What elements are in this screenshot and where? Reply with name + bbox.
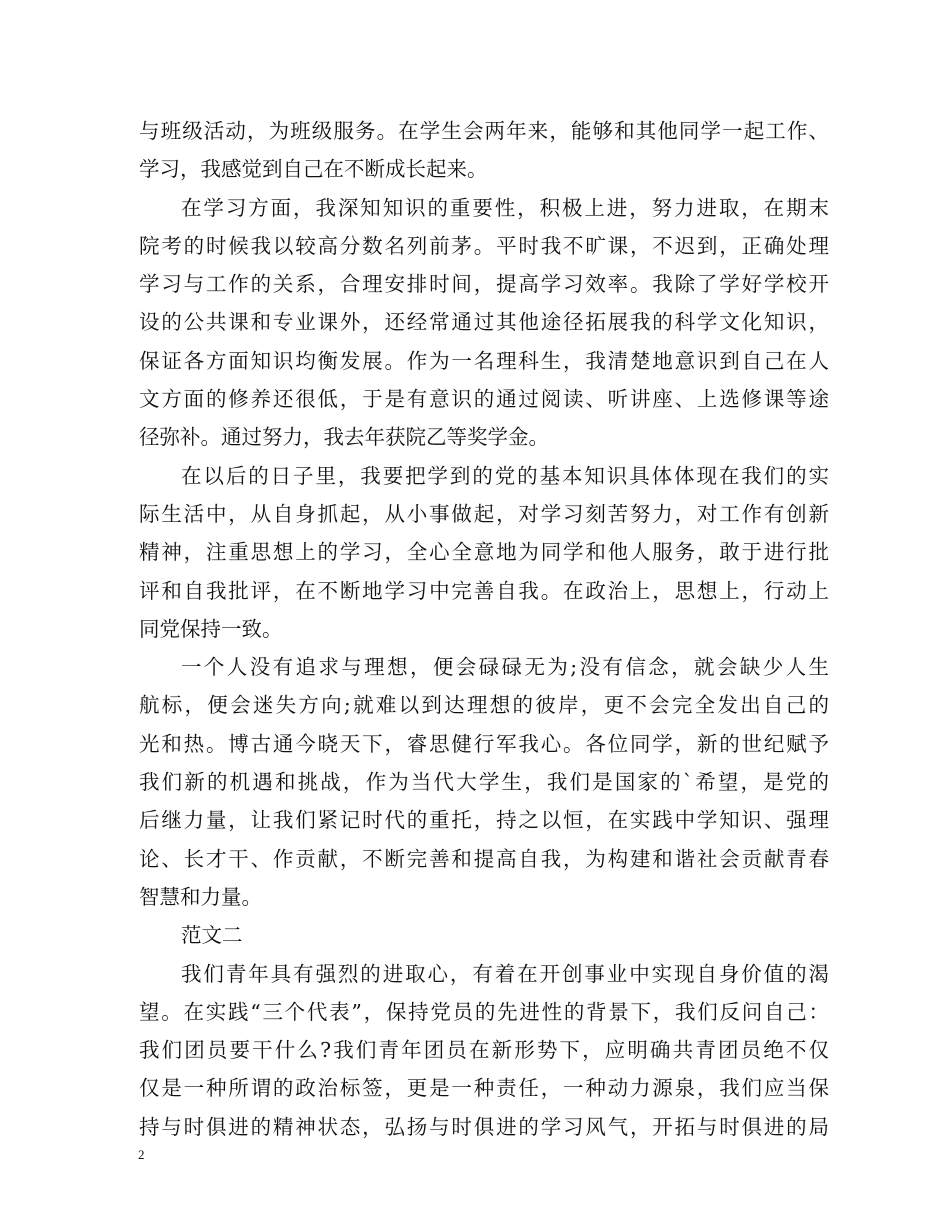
text-line: 同党保持一致。 [139, 616, 283, 641]
text-line: 学习，我感觉到自己在不断成长起来。 [139, 157, 488, 182]
text-line: 际生活中，从自身抓起，从小事做起，对学习刻苦努力，对工作有创新 [139, 501, 829, 526]
text-line: 光和热。博古通今晓天下，睿思健行军我心。各位同学，新的世纪赋予 [139, 731, 829, 756]
text-line: 智慧和力量。 [139, 884, 262, 909]
text-line: 在以后的日子里，我要把学到的党的基本知识具体体现在我们的实 [181, 463, 829, 488]
text-line: 望。在实践“三个代表”，保持党员的先进性的背景下，我们反问自己： [139, 999, 829, 1024]
text-line: 评和自我批评，在不断地学习中完善自我。在政治上，思想上，行动上 [139, 578, 829, 603]
text-line: 精神，注重思想上的学习，全心全意地为同学和他人服务，敢于进行批 [139, 540, 829, 565]
text-line: 保证各方面知识均衡发展。作为一名理科生，我清楚地意识到自己在人 [139, 348, 829, 373]
text-line: 学习与工作的关系，合理安排时间，提高学习效率。我除了学好学校开 [139, 272, 829, 297]
text-line: 我们青年具有强烈的进取心，有着在开创事业中实现自身价值的渴 [181, 961, 829, 986]
text-line: 径弥补。通过努力，我去年获院乙等奖学金。 [139, 425, 549, 450]
text-line: 设的公共课和专业课外，还经常通过其他途径拓展我的科学文化知识， [139, 310, 829, 335]
page-number: 2 [138, 1147, 145, 1162]
text-line: 我们新的机遇和挑战，作为当代大学生，我们是国家的`希望，是党的 [139, 770, 829, 795]
text-line: 我们团员要干什么?我们青年团员在新形势下，应明确共青团员绝不仅 [139, 1038, 829, 1063]
text-line: 后继力量，让我们紧记时代的重托，持之以恒，在实践中学知识、强理 [139, 808, 829, 833]
text-line: 在学习方面，我深知知识的重要性，积极上进，努力进取，在期末 [181, 195, 829, 220]
text-line: 航标，便会迷失方向;就难以到达理想的彼岸，更不会完全发出自己的 [139, 693, 829, 718]
text-line: 与班级活动，为班级服务。在学生会两年来，能够和其他同学一起工作、 [139, 119, 829, 143]
text-line: 院考的时候我以较高分数名列前茅。平时我不旷课，不迟到，正确处理 [139, 233, 829, 258]
text-line: 仅是一种所谓的政治标签，更是一种责任，一种动力源泉，我们应当保 [139, 1076, 829, 1101]
body-text [139, 112, 829, 1146]
text-line: 论、长才干、作贡献，不断完善和提高自我，为构建和谐社会贡献青春 [139, 846, 829, 871]
text-line: 范文二 [181, 923, 243, 948]
text-line: 一个人没有追求与理想，便会碌碌无为;没有信念，就会缺少人生 [181, 655, 829, 680]
text-line: 文方面的修养还很低，于是有意识的通过阅读、听讲座、上选修课等途 [139, 387, 829, 412]
text-line: 持与时俱进的精神状态，弘扬与时俱进的学习风气，开拓与时俱进的局 [139, 1114, 829, 1139]
